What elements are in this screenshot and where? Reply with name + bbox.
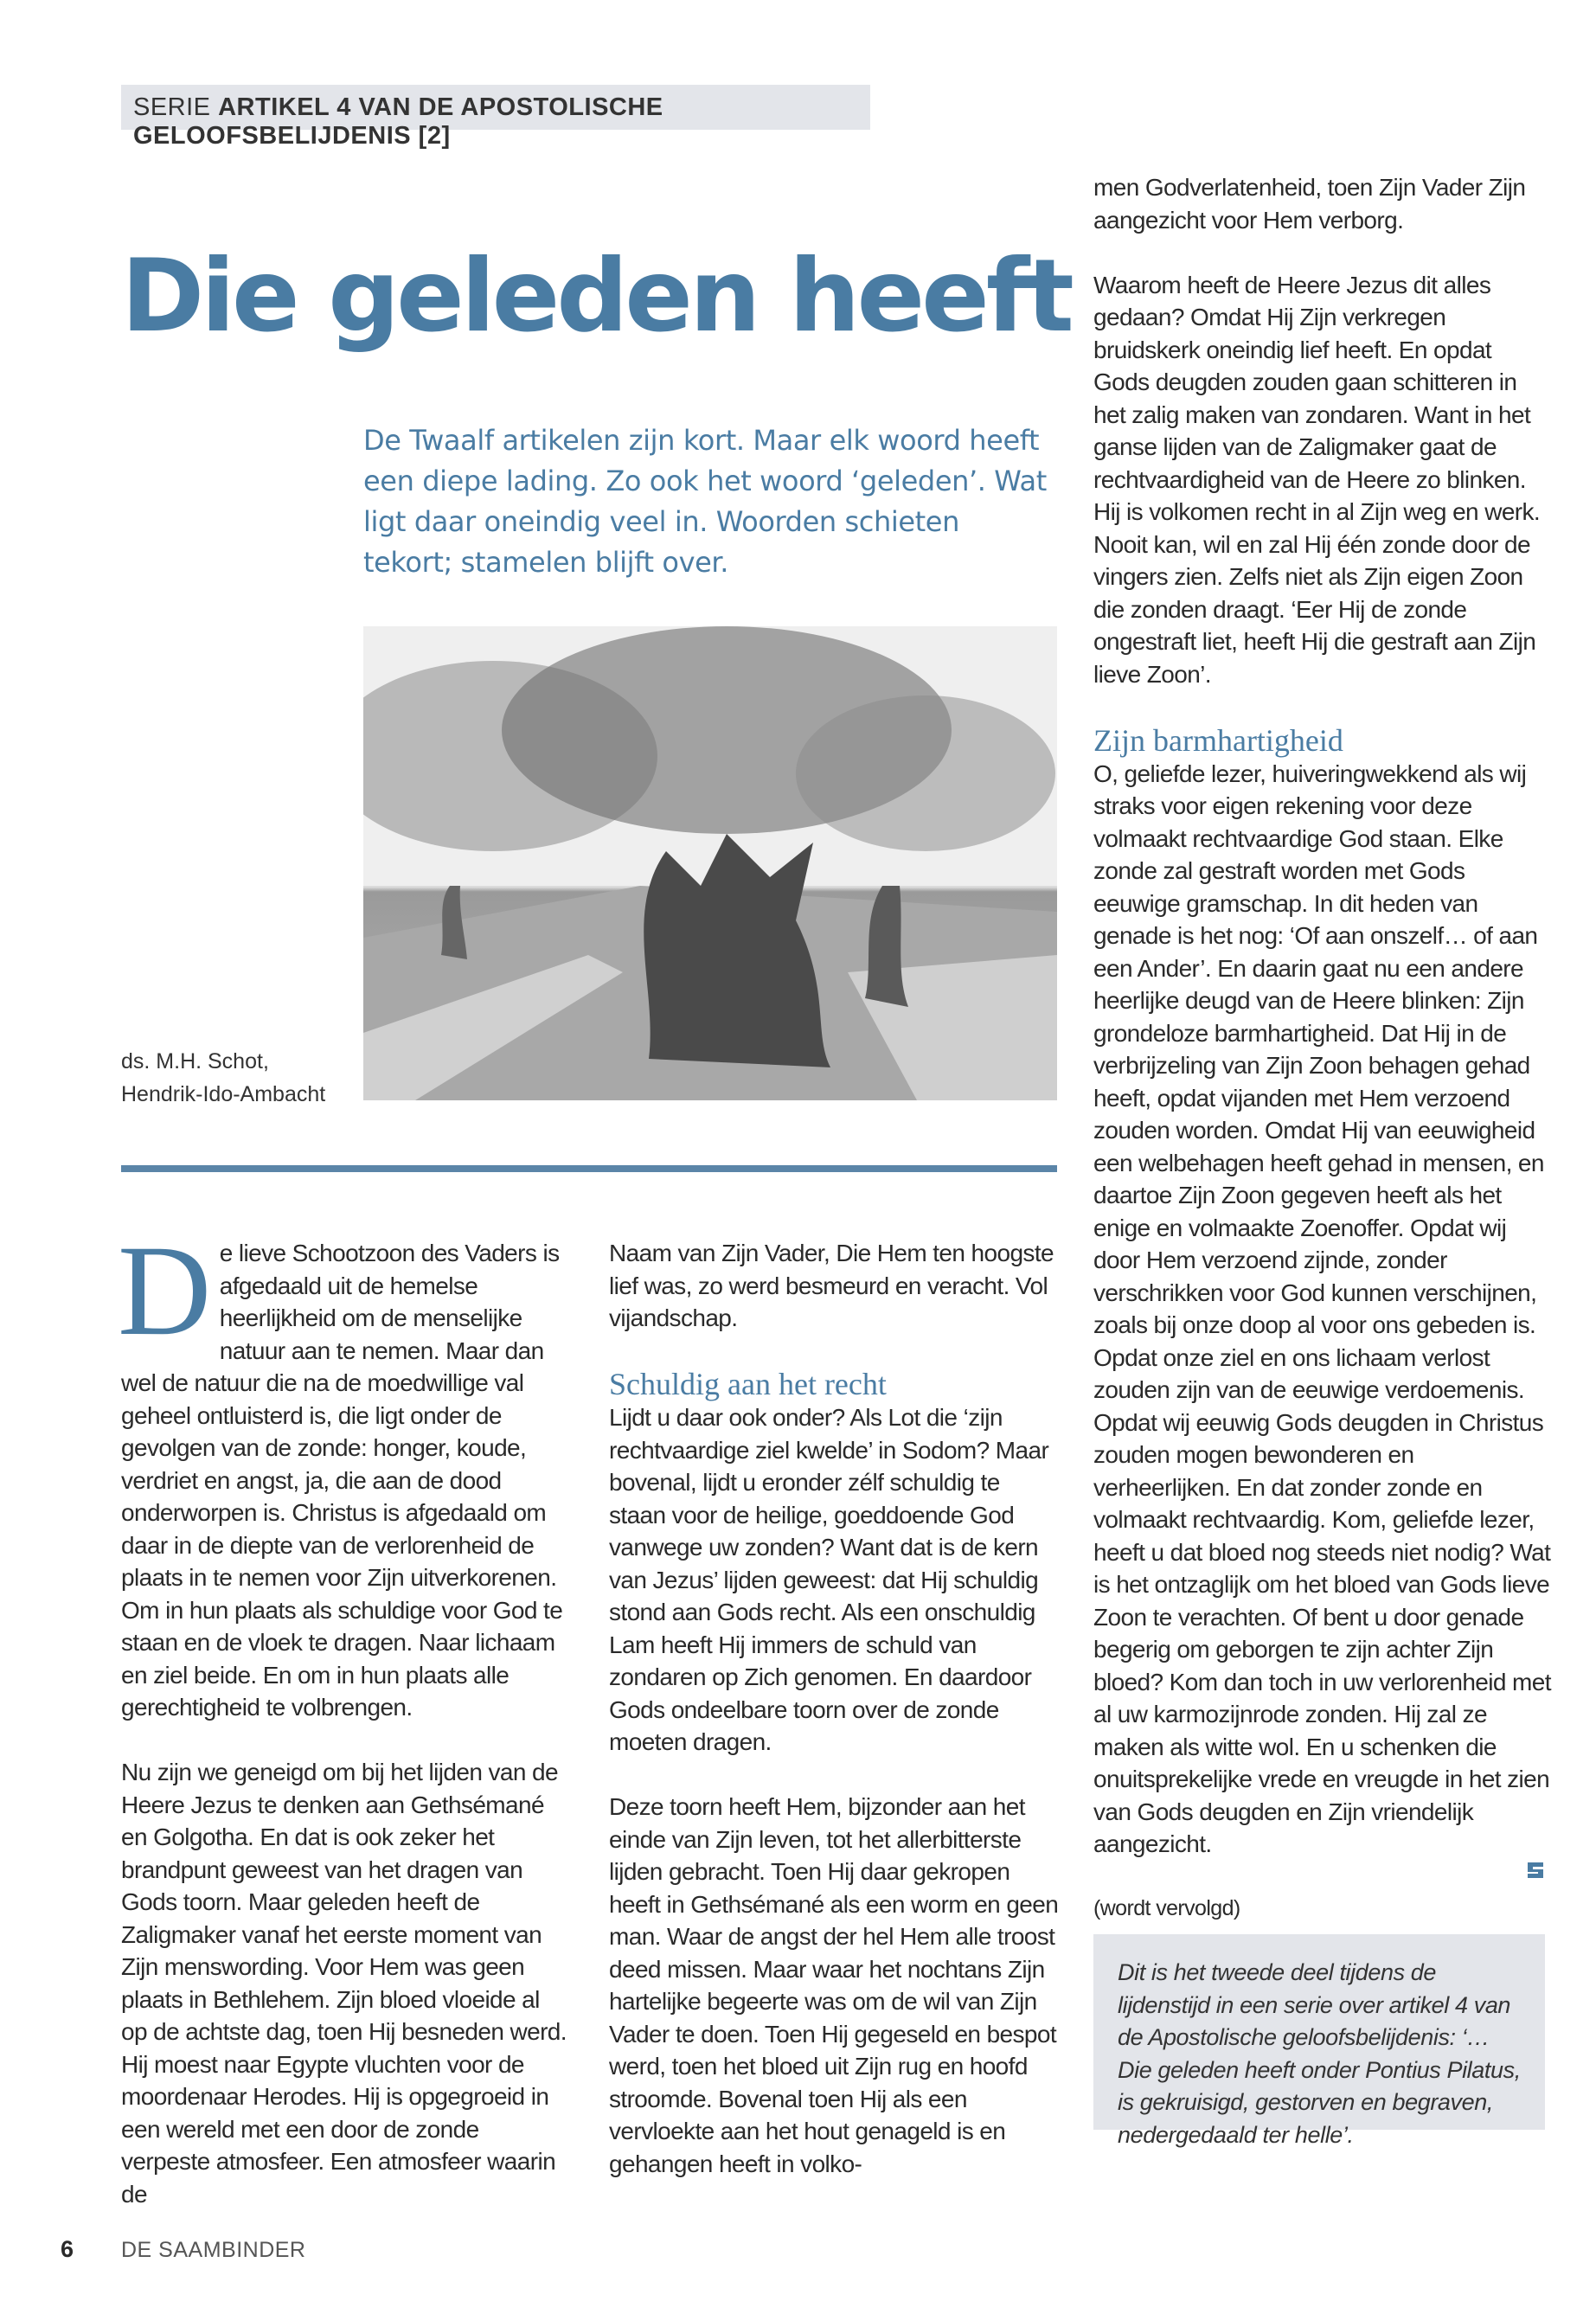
paragraph: Deze toorn heeft Hem, bijzonder aan het einde van Zijn leven, tot het allerbitterste lijden gebracht. Toen Hij daar gekropen heeft in Gethsémané als een worm en geen man. Waar de angst der hel Hem alle troost deed missen. Maar waar het nochtans Zijn hartelijke begeerte was om de wil van Zijn Vader te doen. Toen Hij gegeseld en bespot werd, toen het bloed uit Zijn rug en hoofd stroomde. Bovenal toen Hij als een vervloekte aan het hout genageld is en gehangen heeft in volko-: [609, 1793, 1059, 2177]
paragraph: O, geliefde lezer, huiveringwekkend als wij straks voor eigen rekening voor deze volmaakt rechtvaardige God staan. Elke zonde zal gestraft worden met Gods eeuwige gramschap. In dit heden van genade is het nog: ‘Of aan onszelf… of aan een Ander’. En daarin gaat nu een andere heerlijke deugd van de Heere blinken: Zijn grondeloze barmhartigheid. Dat Hij in de verbrijzeling van Zijn Zoon behagen gehad heeft, opdat vijanden met Hem verzoend zouden worden. Omdat Hij van eeuwigheid een welbehagen heeft gehad in mensen, en daartoe Zijn Zoon gegeven heeft als het enige en volmaakte Zoenoffer. Opdat wij door Hem verzoend zijnde, zonder verschrikken voor God kunnen verschijnen, zoals bij onze doop al voor ons gebeden is. Opdat onze ziel en ons lichaam verlost zouden zijn van de eeuwige verdoemenis. Opdat wij eeuwig Gods deugden in Christus zouden mogen bewonderen en verheerlijken. En dat zonder zonde en volmaakt rechtvaardig. Kom, geliefde lezer, heeft u dat bloed nog steeds niet nodig? Wat is het ontzaglijk om het bloed van Gods lieve Zoon te verachten. Of bent u door genade begerig om geborgen te zijn achter Zijn bloed? Kom dan toch in uw verlorenheid met al uw karmozijnrode zonden. Hij zal ze maken als witte wol. En u schenken die onuitsprekelijke vrede en vreugde in het zien van Gods deugden en Zijn vriendelijk aangezicht.: [1093, 760, 1551, 1857]
publication-name: DE SAAMBINDER: [121, 2238, 306, 2262]
article-lead: De Twaalf artikelen zijn kort. Maar elk woord heeft een diepe lading. Zo ook het woord ‘geleden’. Wat ligt daar oneindig veel in. Woorden schieten tekort; stamelen blijft over.: [363, 424, 1047, 579]
paragraph: men Godverlatenheid, toen Zijn Vader Zijn aangezicht voor Hem verborg.: [1093, 174, 1526, 234]
paragraph: Waarom heeft de Heere Jezus dit alles gedaan? Omdat Hij Zijn verkregen bruidskerk oneindig lief heeft. En opdat Gods deugden zouden gaan schitteren in het zalig maken van zondaren. Want in het ganse lijden van de Zaligmaker gaat de rechtvaardigheid van de Heere zo blinken. Hij is volkomen recht in al Zijn weg en werk. Nooit kan, wil en zal Hij één zonde door de vingers zien. Zelfs niet als Zijn eigen Zoon die zonden draagt. ‘Eer Hij de zonde ongestraft liet, heeft Hij die gestraft aan Zijn lieve Zoon’.: [1093, 271, 1541, 688]
olive-tree-illustration: [363, 626, 1057, 1100]
series-title: ARTIKEL 4 VAN DE APOSTOLISCHE GELOOFSBELIJDENIS [2]: [133, 93, 663, 150]
body-column-2: [609, 1237, 1059, 2213]
body-column-1: [118, 1219, 571, 2243]
article-title: Die geleden heeft: [121, 238, 1071, 355]
paragraph: Lijdt u daar ook onder? Als Lot die ‘zijn rechtvaardige ziel kwelde’ in Sodom? Maar bovenal, lijdt u eronder zélf schuldig te staan voor de heilige, goeddoende God vanwege uw zonden? Want dat is de kern van Jezus’ lijden geweest: dat Hij schuldig stond aan Gods recht. Als een onschuldig Lam heeft Hij immers de schuld van zondaren op Zich genomen. En daardoor Gods ondeelbare toorn over de zonde moeten dragen.: [609, 1404, 1049, 1755]
series-header: [121, 85, 870, 150]
section-divider: [121, 1165, 1057, 1172]
body-column-3: [1093, 171, 1552, 1958]
end-mark-icon: [1524, 1858, 1547, 1888]
drop-cap: D: [118, 1219, 211, 1362]
subheading: Zijn barmhartigheid: [1093, 722, 1343, 758]
paragraph: De lieve Schootzoon des Vaders is afgedaald uit de hemelse heerlijkheid om de menselijke natuur aan te nemen. Maar dan wel de natuur die na de moedwillige val geheel ontluisterd is, die ligt onder de gevolgen van de zonde: honger, koude, verdriet en angst, ja, die aan de dood onderworpen is. Christus is afgedaald om daar in de diepte van de verlorenheid de plaats in te nemen voor Zijn uitverkorenen. Om in hun plaats als schuldige voor God te staan en de vloek te dragen. Naar lichaam en ziel beide. En om in hun plaats alle gerechtigheid te volbrengen.: [118, 1219, 563, 1721]
paragraph: Nu zijn we geneigd om bij het lijden van de Heere Jezus te denken aan Gethsémané en Golgotha. En dat is ook zeker het brandpunt geweest van het dragen van Gods toorn. Maar geleden heeft de Zaligmaker vanaf het eerste moment van Zijn menswording. Voor Hem was geen plaats in Bethlehem. Zijn bloed vloeide al op de achtste dag, toen Hij besneden werd. Hij moest naar Egypte vluchten voor de moordenaar Herodes. Hij is opgegroeid in een wereld met een door de zonde verpeste atmosfeer. Een atmosfeer waarin de: [121, 1759, 567, 2208]
paragraph: Naam van Zijn Vader, Die Hem ten hoogste lief was, zo werd besmeurd en veracht. Vol vijandschap.: [609, 1240, 1054, 1331]
author-credit: [121, 1045, 325, 1111]
continued-note: (wordt vervolgd): [1093, 1896, 1240, 1920]
series-info-box: Dit is het tweede deel tijdens de lijdenstijd in een serie over artikel 4 van de Apostolische geloofsbelijdenis: ‘…Die geleden heeft onder Pontius Pilatus, is gekruisigd, gestorven en begraven, nedergedaald ter helle’.: [1093, 1934, 1545, 2130]
author-name: ds. M.H. Schot,: [121, 1049, 269, 1074]
series-label: SERIE: [133, 93, 211, 121]
olive-tree-photo: [363, 626, 1057, 1100]
author-place: Hendrik-Ido-Ambacht: [121, 1082, 326, 1106]
page-number: 6: [61, 2236, 74, 2262]
subheading: Schuldig aan het recht: [609, 1367, 887, 1401]
